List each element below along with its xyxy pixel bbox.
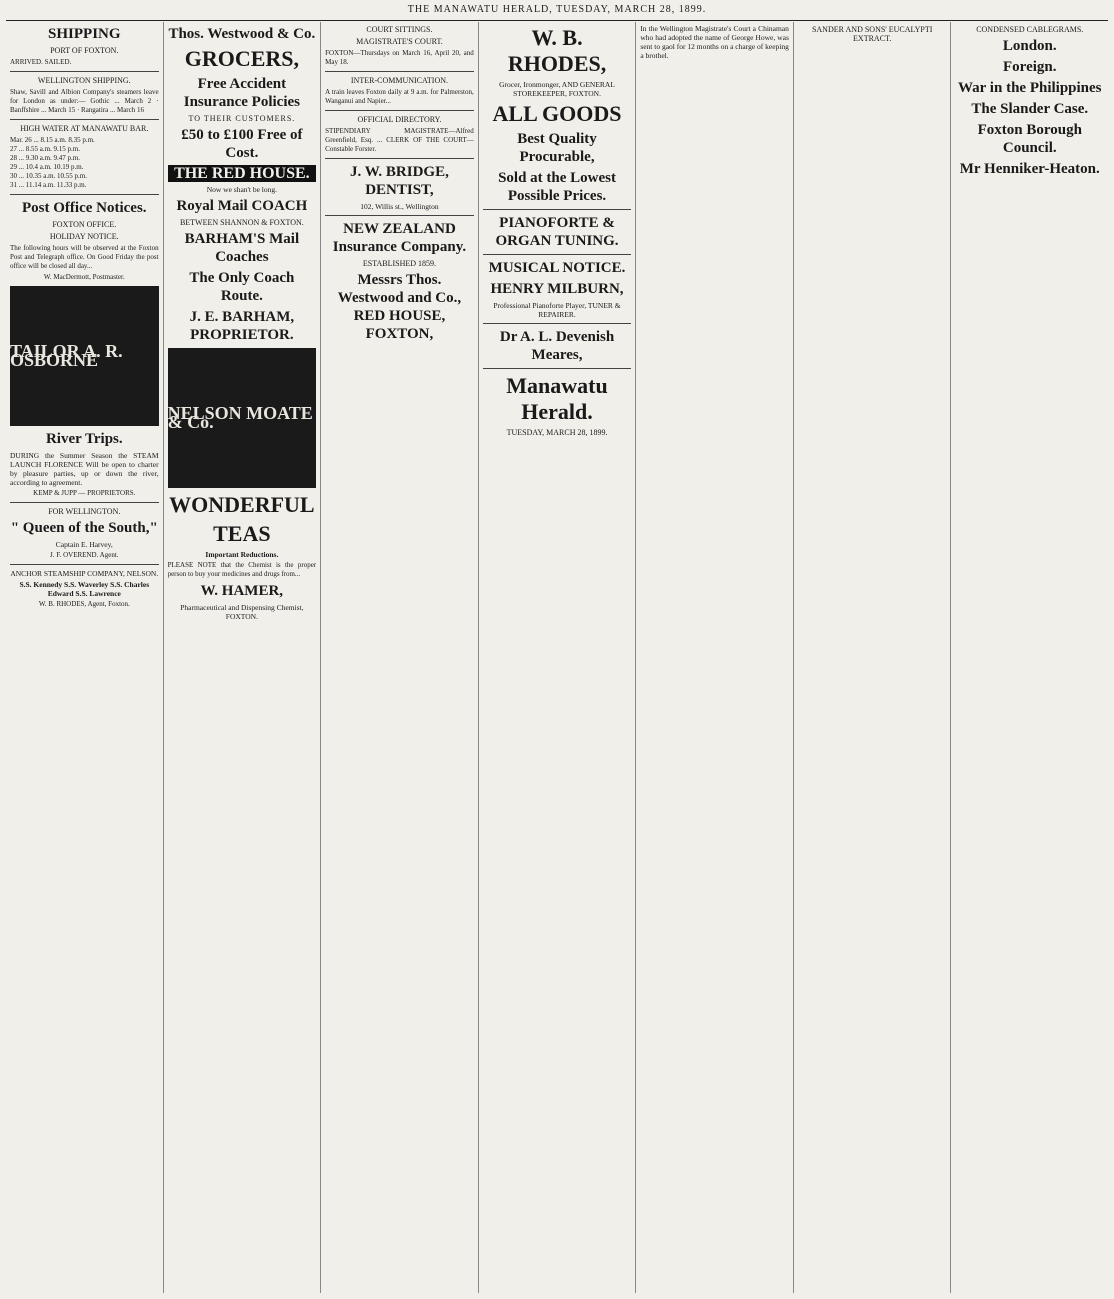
milburn-sub: Professional Pianoforte Player, TUNER & REPAIRER. [493, 301, 621, 319]
column-5 [635, 22, 793, 1293]
official-dir: OFFICIAL DIRECTORY. [357, 115, 442, 124]
court-heading: COURT SITTINGS. [366, 25, 433, 34]
foreign: Foreign. [1003, 59, 1057, 75]
masthead [6, 4, 1108, 21]
river-heading: River Trips. [45, 431, 123, 447]
ship-list: S.S. Kennedy S.S. Waverley S.S. Charles Edward S.S. Lawrence [19, 580, 150, 598]
now-low: Now we shan't be long. [206, 185, 278, 194]
teas: TEAS [213, 521, 271, 546]
court-text: FOXTON—Thursdays on March 16, April 20, and May 18. [325, 49, 474, 66]
steamer-name: " Queen of the South," [10, 520, 158, 536]
rhodes-sub: Grocer, Ironmonger, AND GENERAL STOREKEEPER, FOXTON. [499, 80, 615, 98]
magistrate: MAGISTRATE'S COURT. [356, 37, 443, 46]
philippines: War in the Philippines [958, 80, 1102, 96]
holiday-heading: HOLIDAY NOTICE. [49, 232, 119, 241]
column-3 [320, 22, 478, 1293]
postmaster: W. MacDermott, Postmaster. [43, 273, 125, 281]
high-water-heading: HIGH WATER AT MANAWATU BAR. [20, 124, 149, 133]
reductions: Important Reductions. [205, 550, 279, 559]
wonderful: WONDERFUL [169, 492, 315, 517]
free-cost: £50 to £100 Free of Cost. [181, 127, 303, 161]
between: BETWEEN SHANNON & FOXTON. [179, 218, 304, 227]
westwood-foxton: Messrs Thos. Westwood and Co., RED HOUSE, FOXTON, [337, 272, 462, 342]
bridge-dentist: J. W. BRIDGE, DENTIST, [350, 164, 449, 198]
herald-title: Manawatu Herald. [506, 373, 608, 424]
insurance-heading: Free Accident Insurance Policies [183, 76, 300, 110]
post-text: The following hours will be observed at the Foxton Post and Telegraph office. On Good Friday the post office will be closed all day... [10, 244, 159, 270]
pianoforte: PIANOFORTE & ORGAN TUNING. [495, 215, 619, 249]
wellington-shipping: WELLINGTON SHIPPING. [37, 76, 131, 85]
proprietors: KEMP & JUPP — PROPRIETORS. [33, 489, 136, 497]
for-wellington: FOR WELLINGTON. [48, 507, 121, 516]
devenish: Dr A. L. Devenish Meares, [499, 329, 615, 363]
all-goods: ALL GOODS [492, 101, 622, 126]
musical-notice: MUSICAL NOTICE. [488, 260, 626, 276]
borough: Foxton Borough Council. [977, 122, 1082, 156]
slander: The Slander Case. [971, 101, 1089, 117]
hamer-sub: Pharmaceutical and Dispensing Chemist, FOXTON. [180, 603, 304, 621]
only-coach: The Only Coach Route. [189, 270, 295, 304]
cables: CONDENSED CABLEGRAMS. [976, 25, 1084, 34]
nelson-company: ANCHOR STEAMSHIP COMPANY, NELSON. [10, 569, 159, 578]
red-house-banner: THE RED HOUSE. [168, 165, 317, 182]
column-7 [950, 22, 1108, 1293]
inter-comm: INTER-COMMUNICATION. [350, 76, 448, 85]
columns [6, 22, 1108, 1293]
river-text: DURING the Summer Season the STEAM LAUNCH FLORENCE Will be open to charter by pleasure parties, up or down the river, according to agreement. [10, 451, 159, 487]
grocers-heading: GROCERS, [184, 46, 300, 71]
lowest-prices: Sold at the Lowest Possible Prices. [498, 170, 616, 204]
london: London. [1002, 38, 1057, 54]
column-4 [478, 22, 636, 1293]
chemist-text: PLEASE NOTE that the Chemist is the proper person to buy your medicines and drugs from... [167, 561, 317, 578]
tailor-advert: TAILOR A. R. OSBORNE [10, 286, 159, 426]
tide-table: Mar. 26 ... 8.15 a.m. 8.35 p.m. 27 ... 8.55 a.m. 9.15 p.m. 28 ... 9.30 a.m. 9.47 p.m. 29 ... 10.4 a.m. 10.19 p.m. 30 ... 10.35 a.m. 10.55 p.m. 31 ... 11.14 a.m. 11.33 p.m. [10, 136, 95, 189]
hamer: W. HAMER, [200, 583, 284, 599]
post-office-heading: Post Office Notices. [22, 200, 147, 216]
rhodes-ad: W. B. RHODES, [507, 25, 607, 76]
column-6 [793, 22, 951, 1293]
henniker: Mr Henniker-Heaton. [959, 161, 1100, 177]
customers-line: TO THEIR CUSTOMERS. [188, 114, 296, 123]
train-text: A train leaves Foxton daily at 9 a.m. for Palmerston, Wanganui and Napier... [325, 88, 474, 105]
shipping-heading: SHIPPING [48, 26, 121, 42]
col1-agent: J. F. OVEREND. Agent. [50, 551, 119, 559]
rhodes-agent: W. B. RHODES, Agent, Foxton. [38, 600, 130, 608]
column-1 [6, 22, 163, 1293]
bridge-addr: 102, Willis st., Wellington [360, 202, 439, 211]
je-barham: J. E. BARHAM, PROPRIETOR. [189, 309, 295, 343]
nelson-moate-advert: NELSON MOATE & Co. [168, 348, 317, 488]
best-quality: Best Quality Procurable, [517, 131, 597, 165]
sanders: SANDER AND SONS' EUCALYPTI EXTRACT. [811, 25, 933, 43]
col5-para: In the Wellington Magistrate's Court a Chinaman who had adopted the name of George Howe, was sent to gaol for 12 months on a charge of keeping a brothel. [640, 24, 789, 60]
shipping-text: ARRIVED. SAILED. [10, 58, 72, 66]
royal-mail: Royal Mail COACH [176, 198, 308, 214]
barham-coaches: BARHAM'S Mail Coaches [184, 231, 300, 265]
established: ESTABLISHED 1859. [362, 259, 437, 268]
shipping-list: Shaw, Savill and Albion Company's steamers leave for London as under:— Gothic ... March 2 · Banffshire ... March 15 · Rangatira ... March 16 [10, 88, 159, 114]
post-office-sub: FOXTON OFFICE. [52, 220, 117, 229]
herald-date: TUESDAY, MARCH 28, 1899. [506, 428, 608, 437]
masthead-title: THE MANAWATU HERALD, TUESDAY, MARCH 28, 1899. [407, 4, 707, 15]
nz-insurance: NEW ZEALAND Insurance Company. [332, 221, 467, 255]
column-2 [163, 22, 321, 1293]
captain: Captain E. Harvey, [55, 540, 113, 549]
port-heading: PORT OF FOXTON. [50, 46, 119, 55]
directory-text: STIPENDIARY MAGISTRATE—Alfred Greenfield, Esq. ... CLERK OF THE COURT—Constable Forster. [325, 127, 474, 153]
milburn: HENRY MILBURN, [490, 281, 624, 297]
westwood-heading: Thos. Westwood & Co. [168, 26, 316, 42]
